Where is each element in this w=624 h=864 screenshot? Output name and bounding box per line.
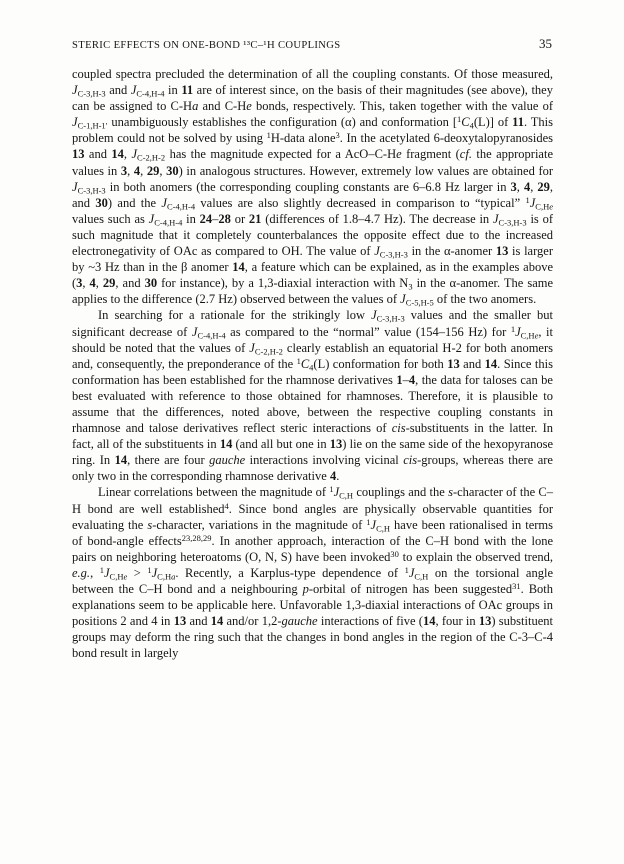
- paragraph-3: Linear correlations between the magnitude of $^1J_{C,H}$ couplings and the s-character of the C–H bond are well established$^4$. Since bond angles are physically observable quantities for evaluating the s-character, variations in the magnitude of $^1J_{C,H}$ have been rationalised in terms of bond-angle effects$^{23,28,29}$. In another approach, interaction of the C–H bond with the lone pairs on neighboring heteroatoms (O, N, S) have been invoked$^{30}$ to explain the observed trend, e.g., $^1J_{C,He} > ^1J_{C,Ha}$. Recently, a Karplus-type dependence of $^1J_{C,H}$ on the torsional angle between the C–H bond and a neighbouring p-orbital of nitrogen has been suggested$^{31}$. Both explanations seem to be applicable here. Unfavorable 1,3-diaxial interactions of OAc groups in positions 2 and 4 in 13 and 14 and/or 1,2-gauche interactions of five (14, four in 13) substituent groups may deform the ring such that the changes in bond angles in the region of the C-3–C-4 bond result in largely: [72, 484, 554, 661]
- running-header: [72, 36, 552, 52]
- page-number: 35: [539, 36, 552, 51]
- paragraph-2: In searching for a rationale for the strikingly low $J_{C-3,H-3}$ values and the smaller but significant decrease of $J_{C-4,H-4}$ as compared to the “normal” value (154–156 Hz) for $^1J_{C,He}$, it should be noted that the values of $J_{C-2,H-2}$ clearly establish an equatorial H-2 for both anomers and, consequently, the preponderance of the $^1C_4(L)$ conformation for both 13 and 14. Since this conformation has been established for the rhamnose derivatives 1–4, the data for taloses can be best evaluated with reference to those obtained for rhamnoses. Therefore, it is plausible to assume that the differences, noted above, between the respective coupling constants in rhamnose and talose derivatives reflect steric interactions of cis-substituents in the latter. In fact, all of the substituents in 14 (and all but one in 13) lie on the same side of the hexopyranose ring. In 14, there are four gauche interactions involving vicinal cis-groups, whereas there are only two in the corresponding rhamnose derivative 4.: [72, 308, 554, 484]
- running-title: STERIC EFFECTS ON ONE-BOND ¹³C–¹H COUPLINGS: [72, 40, 341, 51]
- article-body: [72, 66, 553, 661]
- paragraph-1: coupled spectra precluded the determination of all the coupling constants. Of those measured, $J_{C-3,H-3}$ and $J_{C-4,H-4}$ in 11 are of interest since, on the basis of their magnitudes (see above), they can be assigned to C-Ha and C-He bonds, respectively. This, taken together with the value of $J_{C-1,H-1'}$ unambiguously establishes the configuration (α) and conformation $[^1C_4(L)]$ of 11. This problem could not be solved by using $^1$H-data alone$^3$. In the acetylated 6-deoxytalopyranosides 13 and 14, $J_{C-2,H-2}$ has the magnitude expected for a AcO–C-He fragment (cf. the appropriate values in 3, 4, 29, 30) in analogous structures. However, extremely low values are obtained for $J_{C-3,H-3}$ in both anomers (the corresponding coupling constants are 6–6.8 Hz larger in 3, 4, 29, and 30) and the $J_{C-4,H-4}$ values are also slightly decreased in comparison to “typical” $^1J_{C,He}$ values such as $J_{C-4,H-4}$ in 24–28 or 21 (differences of 1.8–4.7 Hz). The decrease in $J_{C-3,H-3}$ is of such magnitude that it completely counterbalances the opposite effect due to the increased electronegativity of OAc as compared to OH. The value of $J_{C-3,H-3}$ in the α-anomer 13 is larger by ~3 Hz than in the β anomer 14, a feature which can be explained, as in the examples above (3, 4, 29, and 30 for instance), by a 1,3-diaxial interaction with $N_3$ in the α-anomer. The same applies to the difference (2.7 Hz) observed between the values of $J_{C-5,H-5}$ of the two anomers.: [72, 67, 554, 308]
